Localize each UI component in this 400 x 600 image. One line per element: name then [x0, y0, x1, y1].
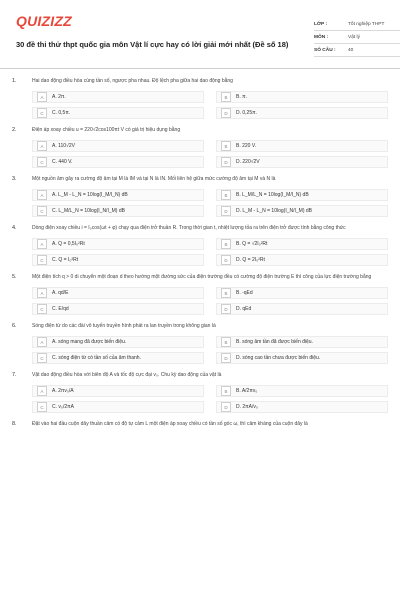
- option-letter-box: B: [221, 92, 231, 102]
- question-header: [12, 370, 388, 380]
- option-letter-box: B: [221, 337, 231, 347]
- answer-option[interactable]: [216, 91, 388, 103]
- option-letter-box: A: [37, 337, 47, 347]
- option-letter-box: C: [37, 108, 47, 118]
- option-letter-box: C: [37, 255, 47, 265]
- question-header: [12, 174, 388, 184]
- option-text: D. 220√2V: [236, 159, 260, 165]
- option-text: D. 2πA/v₀: [236, 404, 258, 410]
- question-text: Vật dao động điều hòa với biên độ A và tốc độ cực đại v₀. Chu kỳ dao động của vật là: [32, 372, 222, 378]
- option-text: D. 0,25π.: [236, 110, 257, 116]
- answer-option[interactable]: [216, 156, 388, 168]
- question-number: 1.: [12, 78, 17, 84]
- answer-option[interactable]: [216, 254, 388, 266]
- answer-option[interactable]: [216, 385, 388, 397]
- answer-option[interactable]: [216, 205, 388, 217]
- question-header: [12, 76, 388, 86]
- answer-option[interactable]: [32, 205, 204, 217]
- option-letter-box: B: [221, 239, 231, 249]
- answer-option[interactable]: [32, 303, 204, 315]
- option-letter-box: A: [37, 239, 47, 249]
- option-text: B. L_M/L_N = 10log(I_M/I_N) dB: [236, 192, 309, 198]
- option-letter-box: C: [37, 157, 47, 167]
- page-title: 30 đề thi thử thpt quốc gia môn Vật lí cực hay có lời giải mới nhất (Đề số 18): [16, 40, 289, 49]
- question-number: 5.: [12, 274, 17, 280]
- option-letter-box: B: [221, 386, 231, 396]
- question-number: 4.: [12, 225, 17, 231]
- question-list: [12, 76, 388, 435]
- answer-option[interactable]: [216, 401, 388, 413]
- option-letter-box: C: [37, 402, 47, 412]
- option-text: D. Q = 2I₀²Rt: [236, 257, 265, 263]
- meta-value: Tốt nghiệp THPT: [348, 21, 385, 27]
- question-text: Hai dao động điều hòa cùng tần số, ngược pha nhau. Độ lệch pha giữa hai dao động bằng: [32, 78, 233, 84]
- answer-option[interactable]: [216, 336, 388, 348]
- meta-value: Vật lý: [348, 34, 360, 40]
- option-letter-box: A: [37, 190, 47, 200]
- option-text: B. -qEd: [236, 290, 253, 296]
- option-text: D. qEd: [236, 306, 252, 312]
- option-text: B. π.: [236, 94, 247, 100]
- option-letter-box: A: [37, 288, 47, 298]
- option-text: C. Q = I₀²Rt: [52, 257, 79, 263]
- answer-option[interactable]: [32, 254, 204, 266]
- option-letter-box: D: [221, 402, 231, 412]
- option-text: C. sóng điện từ có tần số của âm thanh.: [52, 355, 141, 361]
- answer-options: [32, 189, 388, 217]
- answer-options: [32, 287, 388, 315]
- answer-options: [32, 336, 388, 364]
- answer-option[interactable]: [216, 238, 388, 250]
- option-letter-box: B: [221, 288, 231, 298]
- answer-option[interactable]: [32, 156, 204, 168]
- option-text: A. sóng mang đã được biến điệu.: [52, 339, 127, 345]
- question-header: [12, 321, 388, 331]
- meta-row-count: [314, 44, 400, 57]
- answer-option[interactable]: [32, 336, 204, 348]
- answer-option[interactable]: [32, 352, 204, 364]
- option-text: D. L_M - L_N = 10log(I_N/I_M) dB: [236, 208, 313, 214]
- answer-option[interactable]: [216, 352, 388, 364]
- question-number: 8.: [12, 421, 17, 427]
- option-text: C. v₀/2πA: [52, 404, 74, 410]
- question-item: [12, 370, 388, 413]
- header-divider: [0, 68, 400, 69]
- question-text: Một nguồn âm gây ra cường độ âm tại M là IM và tại N là IN. Mối liên hệ giữa mức cường độ âm tại M và N là: [32, 176, 276, 182]
- page-header: [12, 8, 388, 64]
- meta-key: LỚP :: [314, 21, 328, 27]
- meta-row-class: [314, 18, 400, 31]
- option-letter-box: C: [37, 353, 47, 363]
- answer-option[interactable]: [32, 238, 204, 250]
- question-item: [12, 419, 388, 429]
- option-text: D. sóng cao tần chưa được biến điệu.: [236, 355, 321, 361]
- option-letter-box: B: [221, 141, 231, 151]
- question-text: Điện áp xoay chiều u = 220√2cos100πt V có giá trị hiệu dụng bằng: [32, 127, 181, 133]
- answer-option[interactable]: [32, 385, 204, 397]
- question-number: 6.: [12, 323, 17, 329]
- option-text: A. 2πv₀/A: [52, 388, 74, 394]
- option-text: A. 110√2V: [52, 143, 75, 149]
- option-letter-box: D: [221, 353, 231, 363]
- answer-option[interactable]: [32, 401, 204, 413]
- option-text: C. E/qd: [52, 306, 69, 312]
- question-text: Một điện tích q > 0 di chuyển một đoạn d theo hướng một đường sức của điện trường đều có cường độ điện trường E thì công của lực điện trường bằng: [32, 274, 372, 280]
- answer-options: [32, 140, 388, 168]
- option-letter-box: A: [37, 386, 47, 396]
- option-text: B. sóng âm tần đã được biến điệu.: [236, 339, 313, 345]
- question-header: [12, 272, 388, 282]
- option-text: C. 0,5π.: [52, 110, 71, 116]
- meta-table: [314, 18, 400, 57]
- option-letter-box: C: [37, 304, 47, 314]
- answer-options: [32, 238, 388, 266]
- answer-option[interactable]: [32, 287, 204, 299]
- option-letter-box: D: [221, 255, 231, 265]
- question-item: [12, 76, 388, 119]
- answer-option[interactable]: [32, 189, 204, 201]
- option-letter-box: A: [37, 141, 47, 151]
- option-text: A. L_M - L_N = 10log(I_M/I_N) dB: [52, 192, 128, 198]
- option-text: A. 2π.: [52, 94, 66, 100]
- question-number: 2.: [12, 127, 17, 133]
- option-text: C. L_M/L_N = 10log(I_N/I_M) dB: [52, 208, 125, 214]
- answer-option[interactable]: [32, 140, 204, 152]
- question-item: [12, 223, 388, 266]
- question-item: [12, 125, 388, 168]
- quizizz-logo: QUIZIZZ: [16, 13, 72, 29]
- option-letter-box: D: [221, 157, 231, 167]
- option-letter-box: A: [37, 92, 47, 102]
- option-text: A. qd/E: [52, 290, 69, 296]
- meta-key: MÔN :: [314, 34, 329, 40]
- question-number: 3.: [12, 176, 17, 182]
- answer-option[interactable]: [32, 91, 204, 103]
- meta-key: SỐ CÂU :: [314, 47, 336, 53]
- answer-option[interactable]: [216, 287, 388, 299]
- answer-option[interactable]: [216, 303, 388, 315]
- option-text: B. 220 V.: [236, 143, 257, 149]
- question-text: Đặt vào hai đầu cuộn dây thuần cảm có độ tự cảm L một điện áp xoay chiều có tần số góc ω, thì cảm kháng của cuộn dây là: [32, 421, 308, 427]
- answer-option[interactable]: [216, 140, 388, 152]
- answer-options: [32, 91, 388, 119]
- question-header: [12, 419, 388, 429]
- option-text: B. Q = √2I₀²Rt: [236, 241, 268, 247]
- option-letter-box: B: [221, 190, 231, 200]
- answer-options: [32, 385, 388, 413]
- question-text: Sóng điện từ do các đài vô tuyến truyền hình phát ra lan truyền trong không gian là: [32, 323, 216, 329]
- option-text: C. 440 V.: [52, 159, 73, 165]
- option-letter-box: D: [221, 108, 231, 118]
- answer-option[interactable]: [216, 189, 388, 201]
- meta-value: 40: [348, 47, 354, 53]
- option-letter-box: C: [37, 206, 47, 216]
- answer-option[interactable]: [216, 107, 388, 119]
- question-item: [12, 321, 388, 364]
- question-header: [12, 125, 388, 135]
- option-letter-box: D: [221, 304, 231, 314]
- question-item: [12, 174, 388, 217]
- meta-row-subject: [314, 31, 400, 44]
- answer-option[interactable]: [32, 107, 204, 119]
- option-text: A. Q = 0,5I₀²Rt: [52, 241, 85, 247]
- option-letter-box: D: [221, 206, 231, 216]
- question-text: Dòng điện xoay chiều i = I₀cos(ωt + φ) chạy qua điện trở thuần R. Trong thời gian t, nhiệt lượng tỏa ra trên điện trở được tính bằng công thức: [32, 225, 346, 231]
- question-header: [12, 223, 388, 233]
- question-number: 7.: [12, 372, 17, 378]
- option-text: B. A/2πv₀: [236, 388, 258, 394]
- question-item: [12, 272, 388, 315]
